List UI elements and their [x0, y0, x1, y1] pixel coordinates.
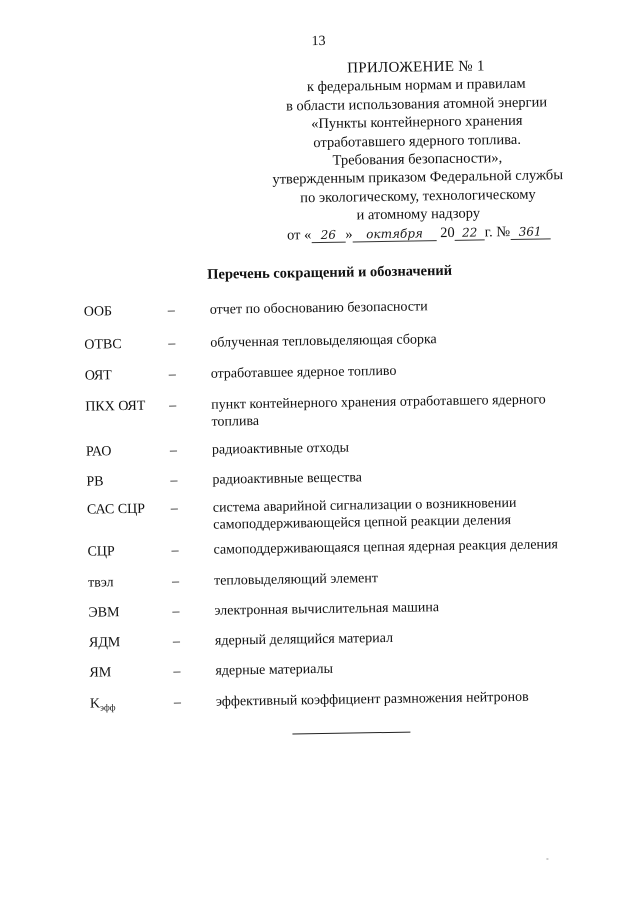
approval-year-prefix: 20 — [440, 224, 455, 241]
handwritten-month: октября — [352, 226, 436, 242]
abbreviation-term: ЯДМ — [88, 635, 121, 651]
abbreviation-definition: электронная вычислительная машина — [214, 600, 440, 619]
abbreviation-dash: – — [167, 303, 175, 319]
abbreviation-term: ЯМ — [89, 665, 112, 681]
abbreviation-term: РВ — [86, 474, 104, 490]
approval-sep: » — [345, 226, 353, 243]
approval-year-end: г. № — [484, 223, 511, 241]
abbreviation-dash: – — [173, 695, 182, 711]
abbreviation-term: ЭВМ — [88, 605, 120, 621]
abbreviation-term: СЦР — [87, 544, 115, 560]
k-eff-main: K — [89, 696, 101, 712]
abbreviation-dash: – — [173, 664, 181, 680]
abbreviation-definition: самоподдерживающаяся цепная ядерная реакция деления — [213, 537, 559, 558]
appendix-line: «Пункты контейнерного хранения — [311, 112, 523, 133]
abbreviation-dash: – — [168, 367, 176, 383]
abbreviation-definition: пункт контейнерного хранения отработавшего ядерного топлива — [211, 392, 546, 430]
appendix-line: Требования безопасности», — [332, 150, 503, 169]
abbreviation-dash: – — [168, 336, 176, 352]
abbreviation-definition: эффективный коэффициент размножения нейтронов — [215, 689, 529, 710]
handwritten-day: 26 — [311, 227, 345, 243]
abbreviation-dash: – — [171, 574, 180, 590]
abbreviation-dash: – — [170, 473, 178, 489]
handwritten-order-number: 361 — [510, 224, 550, 240]
abbreviation-list — [83, 296, 594, 713]
approval-prefix: от « — [286, 226, 312, 244]
appendix-line: в области использования атомной энергии — [285, 94, 548, 115]
abbreviation-term: ПКХ ОЯТ — [85, 398, 146, 415]
abbreviation-dash: – — [169, 398, 177, 414]
appendix-line: отработавшего ядерного топлива. — [313, 131, 522, 151]
list-title: Перечень сокращений и обозначений — [207, 262, 453, 283]
abbreviation-definition: облученная тепловыделяющая сборка — [210, 332, 437, 351]
abbreviation-dash: – — [171, 543, 179, 559]
abbreviation-definition: радиоактивные вещества — [212, 470, 363, 488]
abbreviation-definition: ядерный делящийся материал — [214, 630, 394, 649]
abbreviation-term: твэл — [87, 575, 114, 591]
abbreviation-term: ОЯТ — [84, 368, 112, 384]
appendix-header — [266, 56, 569, 245]
appendix-heading: ПРИЛОЖЕНИЕ № 1 — [347, 58, 485, 77]
appendix-line: и атомному надзору — [356, 205, 481, 224]
abbreviation-term: ОТВС — [84, 337, 122, 353]
abbreviation-term: САС СЦР — [86, 501, 146, 518]
appendix-line: по экологическому, технологическому — [300, 186, 536, 207]
scan-speck — [546, 858, 548, 859]
abbreviation-term: РАО — [85, 444, 112, 460]
abbreviation-dash: – — [172, 634, 181, 650]
abbreviation-term: ООБ — [83, 304, 113, 320]
handwritten-year: 22 — [455, 225, 485, 240]
k-eff-subscript: эфф — [100, 702, 116, 713]
abbreviation-term-k-eff — [90, 694, 170, 716]
abbreviation-dash: – — [169, 443, 178, 459]
abbreviation-definition: отчет по обоснованию безопасности — [209, 299, 428, 318]
appendix-line: к федеральным нормам и правилам — [306, 76, 526, 96]
abbreviation-definition: отработавшее ядерное топливо — [210, 363, 397, 382]
page-number: 13 — [311, 33, 326, 50]
abbreviation-definition: ядерные материалы — [215, 661, 334, 679]
abbreviation-dash: – — [172, 604, 180, 620]
abbreviation-dash: – — [170, 501, 178, 517]
abbreviation-definition: система аварийной сигнализации о возникновении самоподдерживающейся цепной реакции деления — [212, 495, 517, 533]
abbreviation-definition: тепловыделяющий элемент — [213, 571, 379, 589]
abbreviation-definition: радиоактивные отходы — [211, 440, 350, 458]
appendix-line: утвержденным приказом Федеральной службы — [272, 167, 564, 189]
approval-date-line — [268, 222, 568, 245]
end-rule — [292, 732, 410, 735]
